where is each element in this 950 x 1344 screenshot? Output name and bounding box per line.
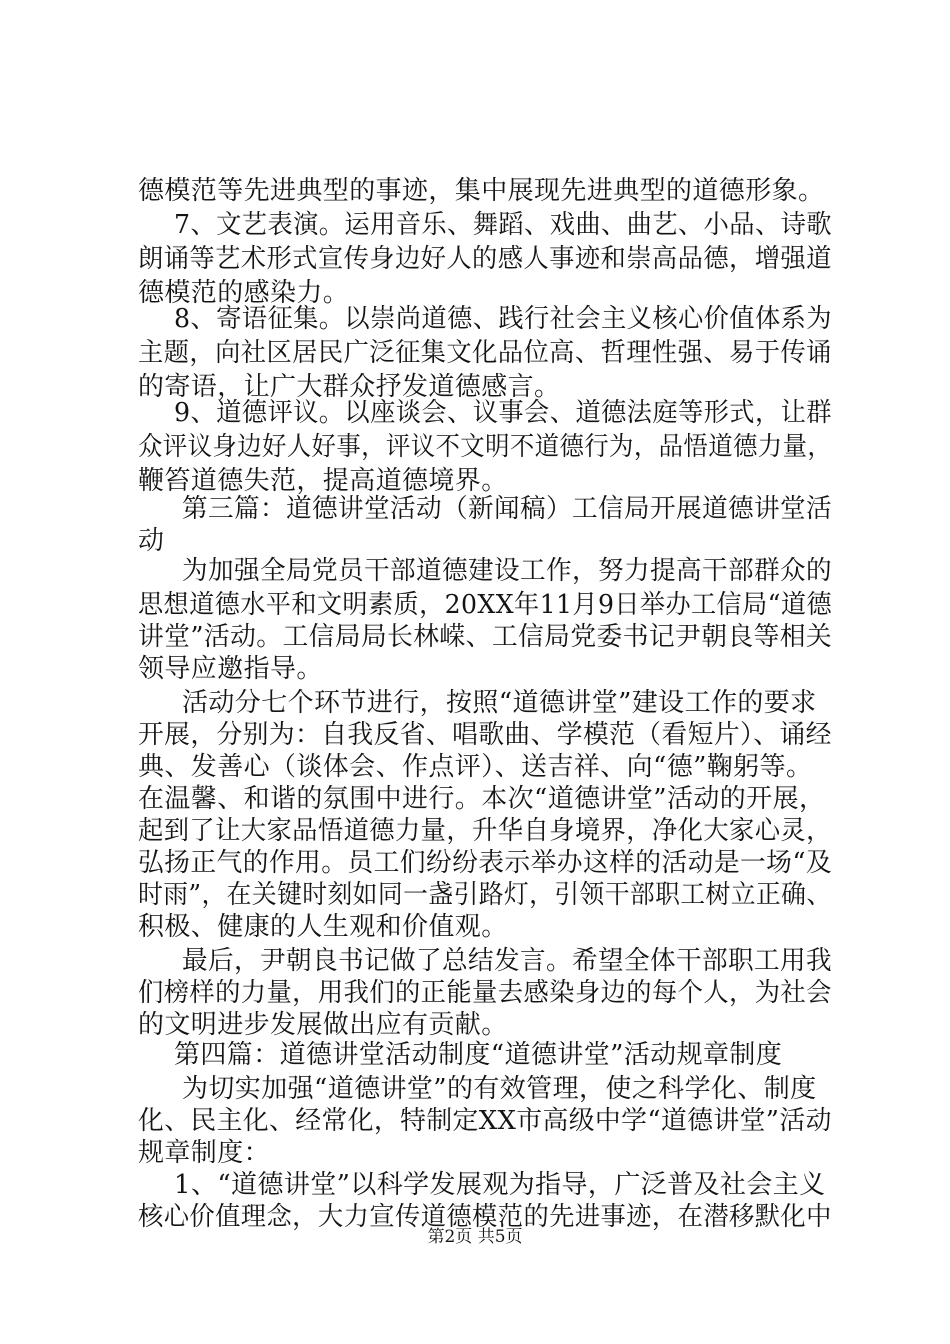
section-heading: 第四篇：道德讲堂活动制度“道德讲堂”活动规章制度 <box>174 1040 783 1070</box>
body-line: 鞭笞道德失范，提高道德境界。 <box>138 466 508 496</box>
body-line: 最后，尹朝良书记做了总结发言。希望全体干部职工用我 <box>182 946 833 976</box>
body-line: 们榜样的力量，用我们的正能量去感染身边的每个人，为社会 <box>138 978 832 1008</box>
body-line: 在温馨、和谐的氛围中进行。本次“道德讲堂”活动的开展， <box>138 784 826 814</box>
body-line: 领导应邀指导。 <box>138 654 323 684</box>
body-line: 为加强全局党员干部道德建设工作，努力提高干部群众的 <box>182 556 833 586</box>
body-line: 主题，向社区居民广泛征集文化品位高、哲理性强、易于传诵 <box>138 338 832 368</box>
body-line: 开展，分别为：自我反省、唱歌曲、学模范（看短片）、诵经 <box>138 720 832 750</box>
body-line: 1、“道德讲堂”以科学发展观为指导，广泛普及社会主义 <box>174 1170 826 1200</box>
body-line: 朗诵等艺术形式宣传身边好人的感人事迹和崇高品德，增强道 <box>138 244 832 274</box>
body-line: 思想道德水平和文明素质，20XX年11月9日举办工信局“道德 <box>138 590 833 620</box>
section-heading: 第三篇：道德讲堂活动（新闻稿）工信局开展道德讲堂活 <box>182 494 833 524</box>
body-line: 化、民主化、经常化，特制定XX市高级中学“道德讲堂”活动 <box>138 1106 832 1136</box>
body-line: 众评议身边好人好事，评议不文明不道德行为，品悟道德力量， <box>138 432 833 462</box>
body-line: 时雨”，在关键时刻如同一盏引路灯，引领干部职工树立正确、 <box>138 880 832 910</box>
body-line: 8、寄语征集。以崇尚道德、践行社会主义核心价值体系为 <box>174 304 832 334</box>
body-line: 弘扬正气的作用。员工们纷纷表示举办这样的活动是一场“及 <box>138 848 833 878</box>
body-line: 德模范等先进典型的事迹，集中展现先进典型的道德形象。 <box>138 176 825 206</box>
page-number: 第2页 共5页 <box>427 1227 523 1247</box>
body-line: 典、发善心（谈体会、作点评）、送吉祥、向“德”鞠躬等。 <box>138 752 813 782</box>
body-line: 德模范的感染力。 <box>138 278 350 308</box>
body-line: 为切实加强“道德讲堂”的有效管理，使之科学化、制度 <box>182 1074 817 1104</box>
section-heading: 动 <box>138 526 165 556</box>
body-line: 积极、健康的人生观和价值观。 <box>138 912 508 942</box>
body-line: 9、道德评议。以座谈会、议事会、道德法庭等形式，让群 <box>174 398 832 428</box>
body-line: 7、文艺表演。运用音乐、舞蹈、戏曲、曲艺、小品、诗歌 <box>174 210 832 240</box>
body-line: 规章制度： <box>138 1138 271 1168</box>
body-line: 活动分七个环节进行，按照“道德讲堂”建设工作的要求 <box>182 688 817 718</box>
body-line: 起到了让大家品悟道德力量，升华自身境界，净化大家心灵， <box>138 816 832 846</box>
body-line: 讲堂”活动。工信局局长林嵘、工信局党委书记尹朝良等相关 <box>138 622 833 652</box>
body-line: 核心价值理念，大力宣传道德模范的先进事迹，在潜移默化中 <box>138 1202 832 1232</box>
body-line: 的寄语，让广大群众抒发道德感言。 <box>138 372 561 402</box>
body-line: 的文明进步发展做出应有贡献。 <box>138 1010 508 1040</box>
